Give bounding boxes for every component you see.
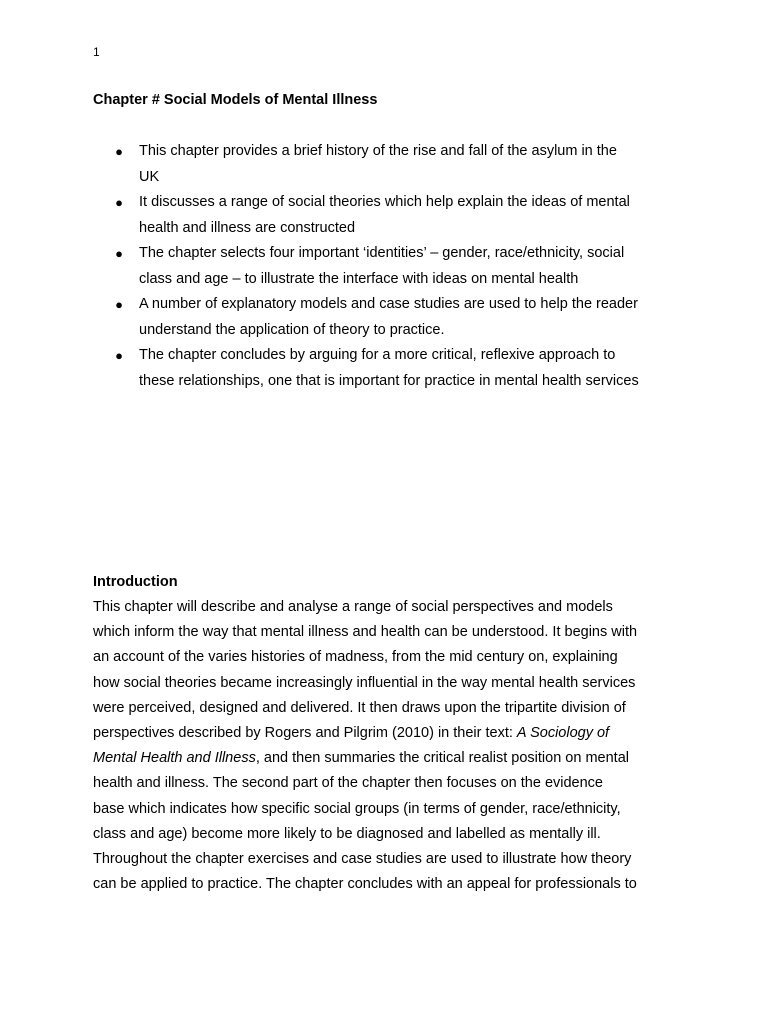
paragraph-line [93,822,683,847]
summary-bullet-5 [114,343,684,394]
paragraph-line [93,620,683,645]
bullet-line: health and illness are constructed [139,219,356,236]
summary-bullet-3 [114,241,684,292]
chapter-title: Chapter # Social Models of Mental Illness [93,92,378,108]
bullet-line: UK [139,168,160,185]
line-text: base which indicates how specific social groups (in terms of gender, race/ethnicity, [93,800,621,817]
paragraph-line [93,671,683,696]
line-text: health and illness. The second part of the chapter then focuses on the evidence [93,775,603,792]
paragraph-line [93,645,683,670]
page-number: 1 [93,45,100,59]
paragraph-line [93,696,683,721]
bullet-line: The chapter concludes by arguing for a more critical, reflexive approach to [139,347,616,363]
bullet-icon: ● [115,144,123,159]
bullet-icon: ● [115,246,123,261]
paragraph-line [93,797,683,822]
line-text: This chapter will describe and analyse a range of social perspectives and models [93,599,613,615]
bullet-icon: ● [115,348,123,363]
paragraph-line [93,595,683,620]
bullet-line: these relationships, one that is important for practice in mental health services [139,372,639,389]
introduction-paragraph [93,595,683,897]
paragraph-line [93,746,683,771]
line-text: which inform the way that mental illness and health can be understood. It begins with [93,624,638,641]
summary-bullet-2 [114,190,684,241]
paragraph-line [93,872,683,897]
paragraph-line [93,847,683,872]
paragraph-line [93,721,683,746]
summary-bullet-list [114,139,684,394]
line-text: an account of the varies histories of madness, from the mid century on, explaining [93,649,618,666]
line-text: , and then summaries the critical realist position on mental [255,750,629,767]
bullet-icon: ● [115,195,123,210]
summary-bullet-4 [114,292,684,343]
bullet-line: This chapter provides a brief history of the rise and fall of the asylum in the [139,143,617,159]
bullet-line: A number of explanatory models and case studies are used to help the reader [139,296,638,312]
introduction-heading: Introduction [93,574,178,590]
bullet-line: class and age – to illustrate the interface with ideas on mental health [139,270,579,287]
line-text: were perceived, designed and delivered. It then draws upon the tripartite division of [93,699,626,716]
paragraph-line [93,771,683,796]
summary-bullet-1 [114,139,684,190]
bullet-icon: ● [115,297,123,312]
line-text: can be applied to practice. The chapter concludes with an appeal for professionals to [93,876,637,893]
book-title-italic: Mental Health and Illness [93,750,256,767]
bullet-line: The chapter selects four important ‘identities’ – gender, race/ethnicity, social [139,245,625,261]
line-text: class and age) become more likely to be diagnosed and labelled as mentally ill. [93,825,601,842]
bullet-line: understand the application of theory to practice. [139,321,445,338]
line-text: Throughout the chapter exercises and case studies are used to illustrate how theory [93,851,632,868]
line-text: perspectives described by Rogers and Pilgrim (2010) in their text: [93,725,517,742]
line-text: how social theories became increasingly influential in the way mental health services [93,674,636,691]
bullet-line: It discusses a range of social theories which help explain the ideas of mental [139,194,630,210]
book-title-italic: A Sociology of [516,725,610,742]
